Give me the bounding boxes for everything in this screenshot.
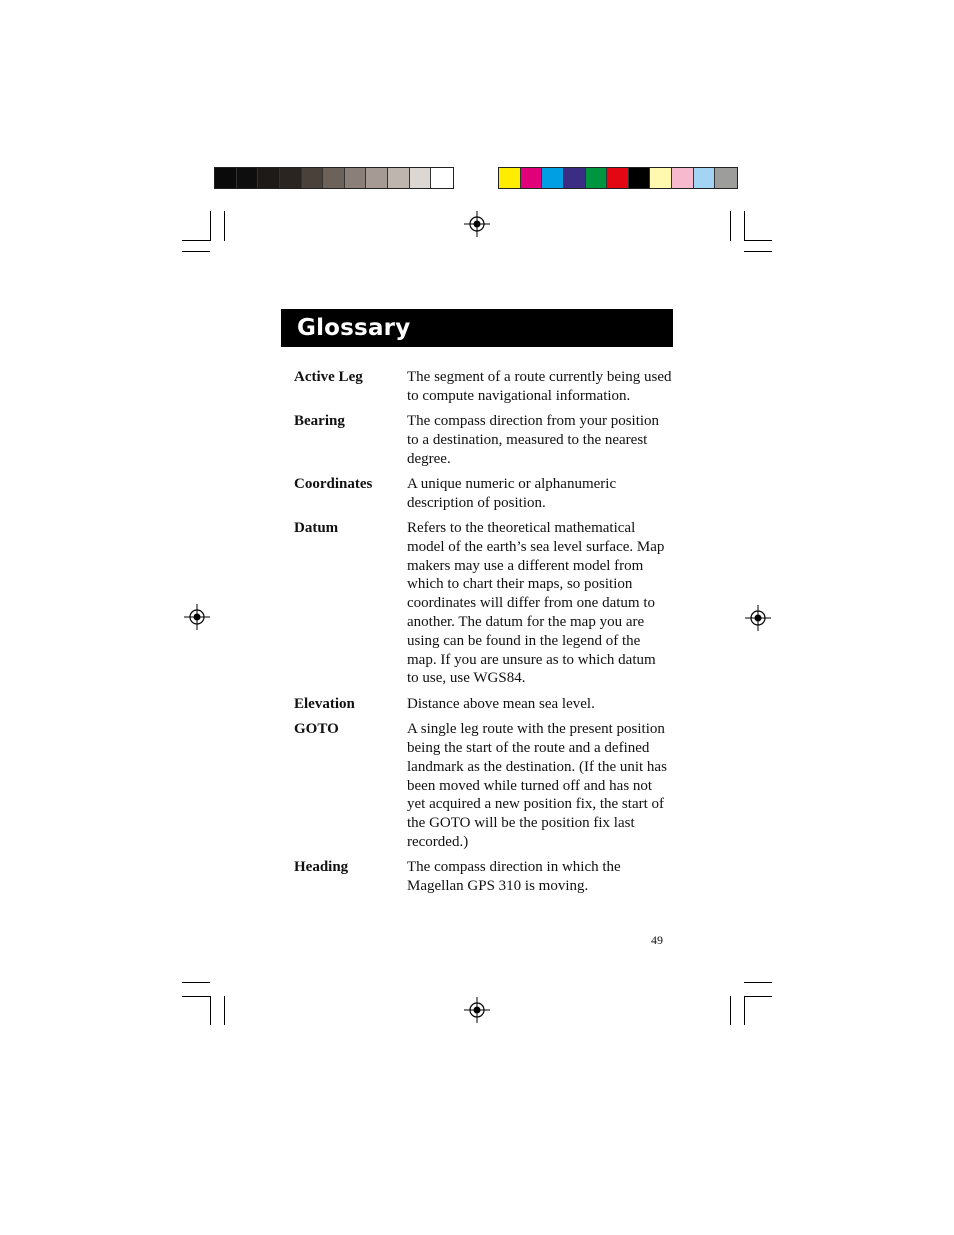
- page-title: Glossary: [297, 315, 411, 341]
- color-swatch: [280, 168, 302, 188]
- glossary-definition: The compass direction in which the Magellan GPS 310 is moving.: [407, 859, 621, 895]
- crop-mark: [210, 996, 211, 1025]
- color-swatch: [521, 168, 543, 188]
- registration-mark-icon: [464, 211, 490, 237]
- glossary-entry: [294, 475, 680, 513]
- glossary-term: GOTO: [294, 721, 339, 738]
- crop-mark: [182, 996, 210, 997]
- page-number: 49: [651, 933, 663, 947]
- crop-mark: [224, 211, 225, 241]
- color-calibration-bar: [498, 167, 738, 189]
- glossary-term: Coordinates: [294, 475, 373, 492]
- color-swatch: [410, 168, 432, 188]
- glossary-list: [294, 368, 680, 902]
- glossary-entry: [294, 720, 680, 852]
- glossary-definition: The segment of a route currently being used to compute navigational information.: [407, 369, 672, 404]
- color-swatch: [323, 168, 345, 188]
- crop-mark: [744, 240, 772, 241]
- color-swatch: [366, 168, 388, 188]
- registration-mark-icon: [464, 997, 490, 1023]
- crop-mark: [744, 211, 745, 241]
- crop-mark: [730, 211, 731, 241]
- color-swatch: [345, 168, 367, 188]
- color-swatch: [215, 168, 237, 188]
- color-swatch: [564, 168, 586, 188]
- glossary-term: Heading: [294, 859, 349, 876]
- color-swatch: [715, 168, 737, 188]
- glossary-term: Elevation: [294, 695, 355, 712]
- glossary-definition: The compass direction from your position to a destination, measured to the nearest degree.: [407, 413, 660, 467]
- registration-mark-icon: [184, 604, 210, 630]
- color-swatch: [388, 168, 410, 188]
- crop-mark: [744, 996, 745, 1025]
- color-swatch: [258, 168, 280, 188]
- color-swatch: [607, 168, 629, 188]
- crop-mark: [730, 996, 731, 1025]
- page-title-banner: [281, 309, 673, 347]
- glossary-entry: [294, 858, 680, 896]
- glossary-definition: Distance above mean sea level.: [407, 695, 595, 712]
- registration-mark-icon: [745, 605, 771, 631]
- crop-mark: [210, 211, 211, 241]
- glossary-entry: [294, 368, 680, 406]
- crop-mark: [744, 982, 772, 983]
- crop-mark: [182, 240, 210, 241]
- glossary-definition: Refers to the theoretical mathematical model of the earth’s sea level surface. Map makers may use a different model from which to chart their maps, so position coordinates will differ from one datum to another. The datum for the map you are using can be found in the legend of the map. If you are unsure as to which datum to use, use WGS84.: [407, 520, 665, 687]
- crop-mark: [744, 251, 772, 252]
- glossary-term: Bearing: [294, 413, 345, 430]
- crop-mark: [182, 982, 210, 983]
- crop-mark: [182, 251, 210, 252]
- crop-mark: [224, 996, 225, 1025]
- color-swatch: [586, 168, 608, 188]
- color-swatch: [694, 168, 716, 188]
- color-swatch: [499, 168, 521, 188]
- color-swatch: [431, 168, 453, 188]
- color-swatch: [629, 168, 651, 188]
- glossary-entry: [294, 519, 680, 688]
- color-swatch: [302, 168, 324, 188]
- glossary-term: Datum: [294, 520, 339, 537]
- color-swatch: [650, 168, 672, 188]
- grayscale-calibration-bar: [214, 167, 454, 189]
- glossary-term: Active Leg: [294, 369, 363, 385]
- glossary-entry: [294, 412, 680, 468]
- glossary-definition: A unique numeric or alphanumeric description of position.: [407, 475, 617, 511]
- glossary-definition: A single leg route with the present position being the start of the route and a defined landmark as the destination. (If the unit has been moved while turned off and has not yet acquired a new position fix, the start of the GOTO will be the position fix last recorded.): [407, 721, 667, 851]
- crop-mark: [744, 996, 772, 997]
- glossary-entry: [294, 695, 680, 714]
- color-swatch: [672, 168, 694, 188]
- color-swatch: [237, 168, 259, 188]
- color-swatch: [542, 168, 564, 188]
